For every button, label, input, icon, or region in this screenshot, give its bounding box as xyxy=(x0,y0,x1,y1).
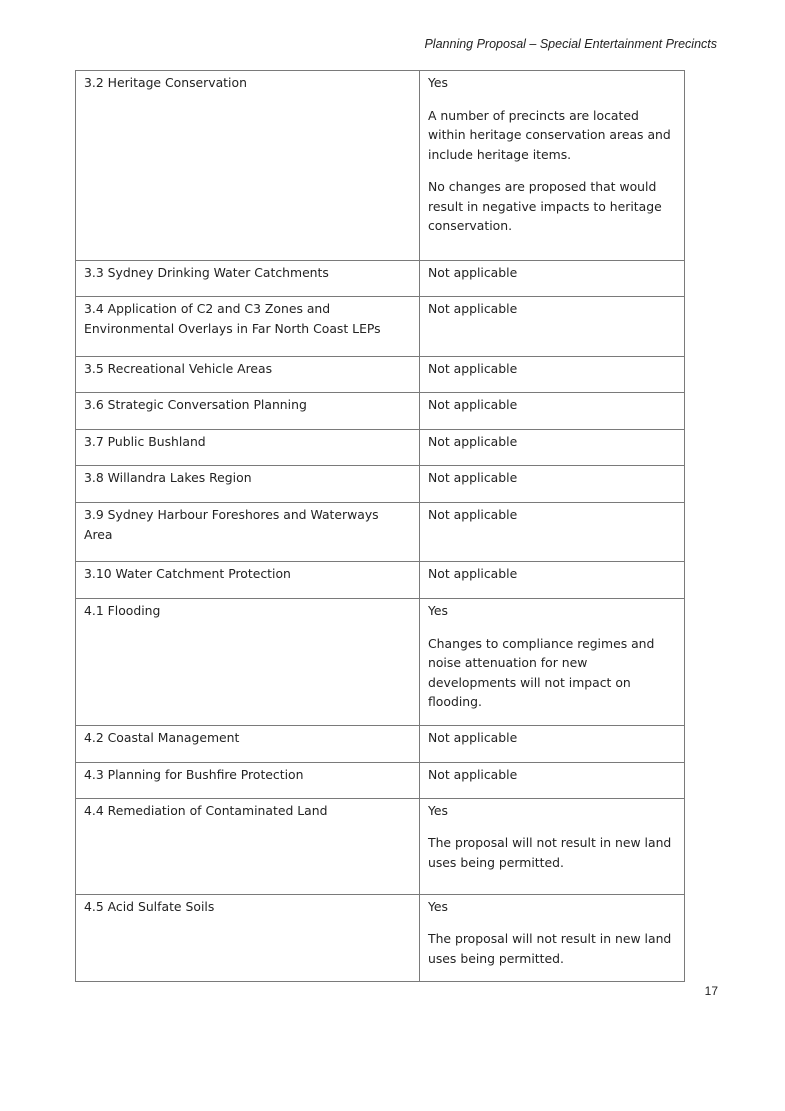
consistency-comment: No changes are proposed that would result in negative impacts to heritage conservation. xyxy=(428,179,662,233)
direction-label: 3.2 Heritage Conservation xyxy=(84,75,247,90)
consistency-cell xyxy=(420,357,685,393)
ministerial-directions-table xyxy=(75,70,685,982)
consistency-status: Yes xyxy=(428,898,449,914)
consistency-status: Not applicable xyxy=(428,397,518,412)
consistency-cell xyxy=(420,894,685,982)
table-row xyxy=(76,562,685,599)
direction-cell xyxy=(76,71,420,261)
direction-cell xyxy=(76,297,420,357)
direction-label: 4.3 Planning for Bushfire Protection xyxy=(84,766,304,782)
consistency-comment: The proposal will not result in new land uses being permitted. xyxy=(428,835,672,870)
consistency-status: Yes xyxy=(428,603,449,618)
direction-cell xyxy=(76,562,420,599)
table-row xyxy=(76,357,685,393)
table-row xyxy=(76,261,685,297)
consistency-status: Yes xyxy=(428,802,449,818)
direction-cell xyxy=(76,261,420,297)
consistency-status: Not applicable xyxy=(428,301,518,316)
consistency-cell xyxy=(420,725,685,762)
direction-label: 3.4 Application of C2 and C3 Zones and Environmental Overlays in Far North Coast LEPs xyxy=(84,301,381,336)
document-header-title: Planning Proposal – Special Entertainment Precincts xyxy=(424,37,717,51)
direction-label: 4.4 Remediation of Contaminated Land xyxy=(84,802,328,818)
table-row xyxy=(76,599,685,726)
table-row xyxy=(76,798,685,894)
consistency-cell xyxy=(420,71,685,261)
consistency-comment: Changes to compliance regimes and noise attenuation for new developments will not impact on flooding. xyxy=(428,635,655,709)
table-row xyxy=(76,894,685,982)
direction-label: 3.3 Sydney Drinking Water Catchments xyxy=(84,265,329,280)
direction-label: 3.10 Water Catchment Protection xyxy=(84,566,291,581)
consistency-status: Not applicable xyxy=(428,361,518,376)
consistency-cell xyxy=(420,599,685,726)
direction-cell xyxy=(76,466,420,503)
consistency-cell xyxy=(420,430,685,466)
consistency-cell xyxy=(420,562,685,599)
consistency-status: Not applicable xyxy=(428,566,518,581)
direction-label: 4.1 Flooding xyxy=(84,603,161,618)
consistency-cell xyxy=(420,466,685,503)
consistency-cell xyxy=(420,261,685,297)
direction-cell xyxy=(76,393,420,430)
consistency-cell xyxy=(420,762,685,798)
direction-cell xyxy=(76,357,420,393)
direction-cell xyxy=(76,762,420,798)
direction-cell xyxy=(76,503,420,562)
table-row xyxy=(76,71,685,261)
consistency-comment: The proposal will not result in new land uses being permitted. xyxy=(428,931,672,966)
direction-cell xyxy=(76,798,420,894)
direction-label: 3.8 Willandra Lakes Region xyxy=(84,470,252,485)
consistency-status: Not applicable xyxy=(428,729,518,745)
consistency-status: Not applicable xyxy=(428,434,518,449)
table-row xyxy=(76,762,685,798)
direction-cell xyxy=(76,430,420,466)
direction-label: 3.6 Strategic Conversation Planning xyxy=(84,397,307,412)
direction-label: 3.7 Public Bushland xyxy=(84,434,206,449)
consistency-cell xyxy=(420,393,685,430)
consistency-status: Not applicable xyxy=(428,507,518,522)
consistency-status: Not applicable xyxy=(428,766,518,782)
table-row xyxy=(76,393,685,430)
consistency-cell xyxy=(420,503,685,562)
page-number: 17 xyxy=(704,984,718,998)
direction-cell xyxy=(76,599,420,726)
direction-cell xyxy=(76,894,420,982)
consistency-status: Yes xyxy=(428,75,449,90)
direction-label: 4.5 Acid Sulfate Soils xyxy=(84,898,215,914)
consistency-status: Not applicable xyxy=(428,470,518,485)
direction-label: 3.5 Recreational Vehicle Areas xyxy=(84,361,273,376)
direction-label: 3.9 Sydney Harbour Foreshores and Waterways Area xyxy=(84,507,379,542)
consistency-comment: A number of precincts are located within heritage conservation areas and include heritage items. xyxy=(428,107,671,162)
consistency-cell xyxy=(420,297,685,357)
table-row xyxy=(76,466,685,503)
consistency-cell xyxy=(420,798,685,894)
table-row xyxy=(76,430,685,466)
table-row xyxy=(76,503,685,562)
direction-label: 4.2 Coastal Management xyxy=(84,729,240,745)
direction-cell xyxy=(76,725,420,762)
consistency-status: Not applicable xyxy=(428,265,518,280)
table-row xyxy=(76,725,685,762)
table-row xyxy=(76,297,685,357)
